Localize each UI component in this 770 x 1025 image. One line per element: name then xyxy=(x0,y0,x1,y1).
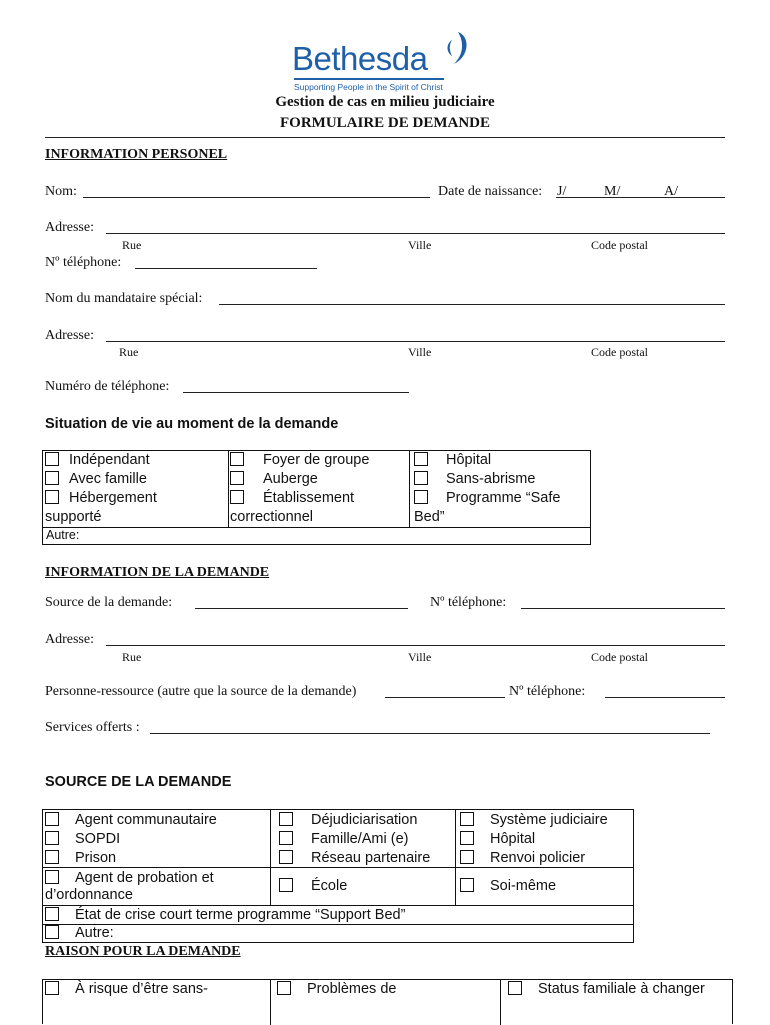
source-agent-probation[interactable]: Agent de probation et xyxy=(45,869,214,888)
checkbox[interactable] xyxy=(45,981,59,995)
source-field[interactable] xyxy=(195,608,408,609)
source-agent-communautaire[interactable]: Agent communautaire xyxy=(45,811,217,830)
address-label: Adresse: xyxy=(45,220,94,235)
logo-wordmark: Bethesda xyxy=(292,40,428,77)
reason-heading: RAISON POUR LA DEMANDE xyxy=(45,944,241,959)
living-hopital[interactable]: Hôpital xyxy=(414,451,491,470)
source-systeme-judiciaire[interactable]: Système judiciaire xyxy=(460,811,608,830)
checkbox[interactable] xyxy=(45,490,59,504)
living-avec-famille[interactable]: Avec famille xyxy=(45,470,147,489)
phone2-label: Numéro de téléphone: xyxy=(45,379,170,394)
address2-ville-caption: Ville xyxy=(408,345,432,359)
request-ville-caption: Ville xyxy=(408,650,432,664)
source-phone-label: Nº téléphone: xyxy=(430,595,507,610)
dob-day: J/ xyxy=(557,184,567,199)
checkbox[interactable] xyxy=(460,812,474,826)
dob-month: M/ xyxy=(604,184,621,199)
request-address-field[interactable] xyxy=(106,645,725,646)
source-other[interactable]: Autre: xyxy=(45,924,114,943)
living-heading: Situation de vie au moment de la demande xyxy=(45,416,339,432)
address2-field[interactable] xyxy=(106,341,725,342)
request-postal-caption: Code postal xyxy=(591,650,648,664)
checkbox[interactable] xyxy=(414,471,428,485)
checkbox[interactable] xyxy=(414,452,428,466)
phone-field[interactable] xyxy=(135,268,317,269)
checkbox[interactable] xyxy=(414,490,428,504)
address2-rue-caption: Rue xyxy=(119,345,139,359)
services-label: Services offerts : xyxy=(45,720,140,735)
source-reseau-partenaire[interactable]: Réseau partenaire xyxy=(279,849,430,868)
checkbox[interactable] xyxy=(460,850,474,864)
contact-label: Personne-ressource (autre que la source de la demande) xyxy=(45,684,357,699)
contact-phone-label: Nº téléphone: xyxy=(509,684,586,699)
source-hopital[interactable]: Hôpital xyxy=(460,830,535,849)
source-crisis[interactable]: État de crise court terme programme “Support Bed” xyxy=(45,906,405,925)
phone2-field[interactable] xyxy=(183,392,409,393)
address-rue-caption: Rue xyxy=(122,238,142,252)
checkbox[interactable] xyxy=(279,812,293,826)
checkbox[interactable] xyxy=(460,878,474,892)
phone-label: Nº téléphone: xyxy=(45,255,122,270)
checkbox[interactable] xyxy=(45,812,59,826)
living-hebergement[interactable]: Hébergement xyxy=(45,489,157,508)
checkbox[interactable] xyxy=(45,831,59,845)
living-independant[interactable]: Indépendant xyxy=(45,451,150,470)
reason-status-familiale[interactable]: Status familiale à changer xyxy=(508,980,705,999)
checkbox[interactable] xyxy=(508,981,522,995)
contact-phone-field[interactable] xyxy=(605,697,725,698)
living-auberge[interactable]: Auberge xyxy=(230,470,318,489)
source-phone-field[interactable] xyxy=(521,608,725,609)
source-soi-meme[interactable]: Soi-même xyxy=(460,877,556,896)
logo xyxy=(292,28,482,98)
checkbox[interactable] xyxy=(45,452,59,466)
source-label: Source de la demande: xyxy=(45,595,173,610)
checkbox[interactable] xyxy=(279,831,293,845)
source-heading: SOURCE DE LA DEMANDE xyxy=(45,774,232,790)
address-field[interactable] xyxy=(106,233,725,234)
living-sans-abrisme[interactable]: Sans-abrisme xyxy=(414,470,535,489)
address-ville-caption: Ville xyxy=(408,238,432,252)
source-renvoi-policier[interactable]: Renvoi policier xyxy=(460,849,585,868)
address2-postal-caption: Code postal xyxy=(591,345,648,359)
source-ecole[interactable]: École xyxy=(279,877,347,896)
checkbox[interactable] xyxy=(277,981,291,995)
form-title-line2: FORMULAIRE DE DEMANDE xyxy=(280,115,490,131)
checkbox[interactable] xyxy=(45,925,59,939)
checkbox[interactable] xyxy=(45,471,59,485)
checkbox[interactable] xyxy=(45,870,59,884)
checkbox[interactable] xyxy=(45,850,59,864)
address2-label: Adresse: xyxy=(45,328,94,343)
source-agent-probation-wrap: d’ordonnance xyxy=(45,887,133,903)
reason-problemes[interactable]: Problèmes de xyxy=(277,980,396,999)
services-field[interactable] xyxy=(150,733,710,734)
checkbox[interactable] xyxy=(279,850,293,864)
request-rue-caption: Rue xyxy=(122,650,142,664)
form-title-line1: Gestion de cas en milieu judiciaire xyxy=(275,94,495,110)
dob-year: A/ xyxy=(664,184,678,199)
name-label: Nom: xyxy=(45,184,77,199)
dob-field[interactable] xyxy=(556,197,725,198)
checkbox[interactable] xyxy=(230,490,244,504)
address-postal-caption: Code postal xyxy=(591,238,648,252)
dob-label: Date de naissance: xyxy=(438,184,543,199)
source-famille-ami[interactable]: Famille/Ami (e) xyxy=(279,830,408,849)
living-safe-bed[interactable]: Programme “Safe xyxy=(414,489,560,508)
living-hebergement-wrap: supporté xyxy=(45,509,102,525)
living-other[interactable]: Autre: xyxy=(46,528,80,542)
source-dejudiciarisation[interactable]: Déjudiciarisation xyxy=(279,811,417,830)
checkbox[interactable] xyxy=(45,907,59,921)
checkbox[interactable] xyxy=(279,878,293,892)
personal-heading: INFORMATION PERSONEL xyxy=(45,147,228,162)
name-field[interactable] xyxy=(83,197,430,198)
living-etablissement[interactable]: Établissement xyxy=(230,489,354,508)
mandataire-label: Nom du mandataire spécial: xyxy=(45,291,203,306)
living-etablissement-wrap: correctionnel xyxy=(230,509,314,525)
logo-swoosh-icon xyxy=(440,30,472,68)
checkbox[interactable] xyxy=(230,452,244,466)
title-rule xyxy=(45,137,725,138)
checkbox[interactable] xyxy=(230,471,244,485)
logo-tagline: Supporting People in the Spirit of Christ xyxy=(294,82,443,92)
source-sopdi[interactable]: SOPDI xyxy=(45,830,120,849)
mandataire-field[interactable] xyxy=(219,304,725,305)
request-address-label: Adresse: xyxy=(45,632,94,647)
request-heading: INFORMATION DE LA DEMANDE xyxy=(45,565,270,580)
contact-field[interactable] xyxy=(385,697,505,698)
source-prison[interactable]: Prison xyxy=(45,849,116,868)
living-safe-bed-wrap: Bed” xyxy=(414,509,445,525)
living-foyer[interactable]: Foyer de groupe xyxy=(230,451,369,470)
reason-risque[interactable]: À risque d’être sans- xyxy=(45,980,208,999)
checkbox[interactable] xyxy=(460,831,474,845)
logo-underline xyxy=(294,78,444,80)
